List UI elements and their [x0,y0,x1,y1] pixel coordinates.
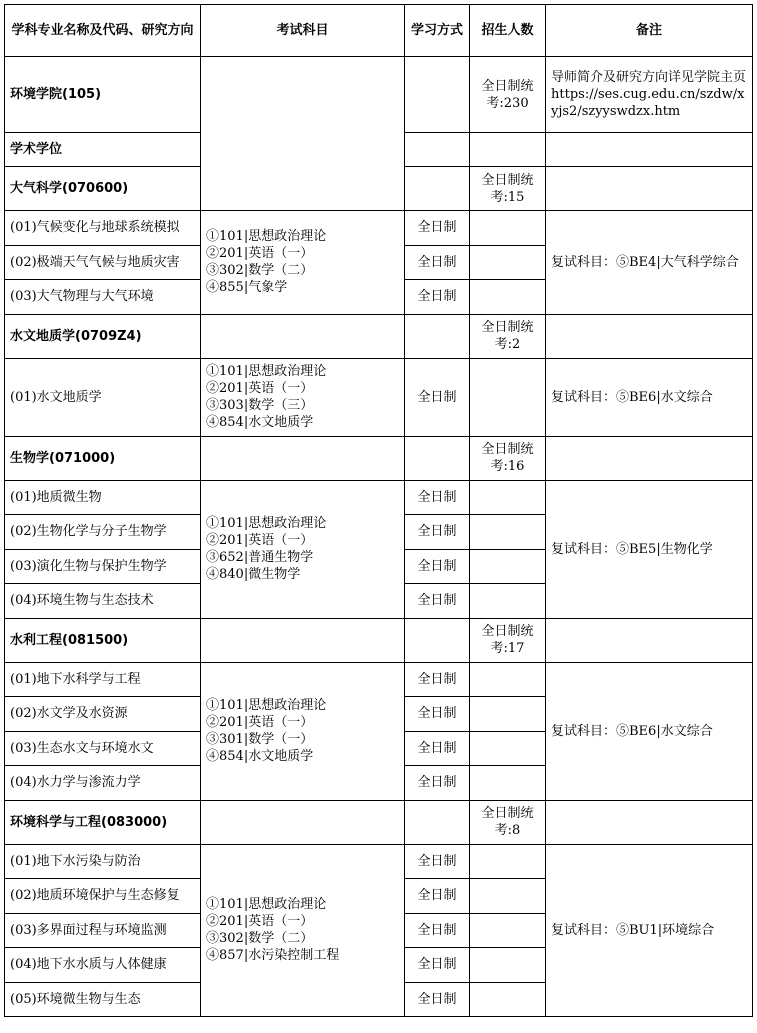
direction-name: (04)地下水水质与人体健康 [5,948,201,983]
direction-name: (01)气候变化与地球系统模拟 [5,211,201,246]
study-mode: 全日制 [405,280,470,315]
discipline-note-cell [546,436,753,480]
exam-subject: ①101|思想政治理论 [206,698,327,713]
direction-name: (03)大气物理与大气环境 [5,280,201,315]
college-name: 环境学院(105) [5,57,201,133]
exam-subject: ①101|思想政治理论 [206,516,327,531]
study-mode: 全日制 [405,982,470,1017]
exam-subjects [201,844,405,1017]
discipline-exam-cell [201,436,405,480]
direction-quota-cell [470,280,546,315]
exam-subject: ③302|数学（二） [206,931,314,947]
retest-note: 复试科目：⑤BE4|大气科学综合 [546,211,753,315]
direction-row [5,844,753,879]
discipline-note-cell [546,314,753,358]
header-mode: 学习方式 [405,5,470,57]
header-program: 学科专业名称及代码、研究方向 [5,5,201,57]
direction-name: (01)地下水科学与工程 [5,662,201,697]
exam-subjects [201,358,405,436]
category-label: 学术学位 [5,133,201,167]
discipline-note-cell [546,167,753,211]
direction-quota-cell [470,982,546,1017]
direction-name: (01)地质微生物 [5,480,201,515]
direction-row [5,211,753,246]
exam-subject: ③652|普通生物学 [206,550,314,565]
direction-row [5,480,753,515]
discipline-row [5,436,753,480]
study-mode: 全日制 [405,358,470,436]
discipline-name: 生物学(071000) [5,436,201,480]
study-mode: 全日制 [405,211,470,246]
exam-subject: ①101|思想政治理论 [206,229,327,245]
study-mode: 全日制 [405,731,470,766]
direction-name: (02)极端天气气候与地质灾害 [5,245,201,280]
direction-quota-cell [470,948,546,983]
study-mode: 全日制 [405,549,470,584]
discipline-row [5,314,753,358]
study-mode: 全日制 [405,697,470,732]
header-quota: 招生人数 [470,5,546,57]
exam-subject: ④840|微生物学 [206,567,301,582]
category-note-cell [546,133,753,167]
exam-subject: ②201|英语（一） [206,381,314,396]
direction-quota-cell [470,731,546,766]
discipline-exam-cell [201,618,405,662]
study-mode: 全日制 [405,480,470,515]
exam-subject: ②201|英语（一） [206,914,314,930]
discipline-quota: 全日制统考:8 [470,800,546,844]
direction-quota-cell [470,766,546,801]
study-mode: 全日制 [405,844,470,879]
exam-subject: ③302|数学（二） [206,263,314,279]
discipline-quota: 全日制统考:2 [470,314,546,358]
study-mode: 全日制 [405,913,470,948]
exam-subject: ④855|气象学 [206,280,288,296]
direction-name: (03)生态水文与环境水文 [5,731,201,766]
exam-subject: ③301|数学（一） [206,732,314,747]
direction-row [5,662,753,697]
college-quota: 全日制统考:230 [470,57,546,133]
direction-row [5,358,753,436]
direction-quota-cell [470,879,546,914]
discipline-mode-cell [405,314,470,358]
discipline-exam-cell [201,314,405,358]
study-mode: 全日制 [405,662,470,697]
direction-name: (04)环境生物与生态技术 [5,584,201,619]
direction-quota-cell [470,549,546,584]
study-mode: 全日制 [405,245,470,280]
exam-subject: ③303|数学（三） [206,398,314,413]
retest-note: 复试科目：⑤BE6|水文综合 [546,358,753,436]
direction-quota-cell [470,584,546,619]
discipline-name: 环境科学与工程(083000) [5,800,201,844]
table-body [5,5,753,1017]
exam-subject: ④854|水文地质学 [206,415,314,430]
direction-quota-cell [470,358,546,436]
college-exam-cell [201,57,405,211]
exam-subject: ②201|英语（一） [206,533,314,548]
exam-subject: ①101|思想政治理论 [206,364,327,379]
direction-name: (04)水力学与渗流力学 [5,766,201,801]
discipline-mode-cell [405,167,470,211]
direction-name: (01)地下水污染与防治 [5,844,201,879]
discipline-quota: 全日制统考:16 [470,436,546,480]
college-mode-cell [405,57,470,133]
direction-quota-cell [470,245,546,280]
retest-note: 复试科目：⑤BE6|水文综合 [546,662,753,800]
discipline-mode-cell [405,800,470,844]
exam-subject: ②201|英语（一） [206,246,314,262]
direction-quota-cell [470,913,546,948]
exam-subjects [201,662,405,800]
direction-quota-cell [470,480,546,515]
discipline-row [5,618,753,662]
study-mode: 全日制 [405,879,470,914]
admissions-table [4,4,753,1017]
discipline-name: 水文地质学(0709Z4) [5,314,201,358]
header-notes: 备注 [546,5,753,57]
discipline-row [5,800,753,844]
discipline-name: 水利工程(081500) [5,618,201,662]
category-quota-cell [470,133,546,167]
exam-subject: ④854|水文地质学 [206,749,314,764]
direction-name: (02)地质环境保护与生态修复 [5,879,201,914]
exam-subjects [201,211,405,315]
discipline-mode-cell [405,436,470,480]
direction-name: (01)水文地质学 [5,358,201,436]
study-mode: 全日制 [405,766,470,801]
exam-subject: ②201|英语（一） [206,715,314,730]
header-exam: 考试科目 [201,5,405,57]
direction-quota-cell [470,697,546,732]
category-mode-cell [405,133,470,167]
direction-quota-cell [470,211,546,246]
direction-quota-cell [470,844,546,879]
header-row [5,5,753,57]
discipline-note-cell [546,800,753,844]
college-note: 导师简介及研究方向详见学院主页https://ses.cug.edu.cn/szdw/xyjs2/szyyswdzx.htm [546,57,753,133]
direction-name: (03)演化生物与保护生物学 [5,549,201,584]
direction-name: (02)水文学及水资源 [5,697,201,732]
discipline-note-cell [546,618,753,662]
retest-note: 复试科目：⑤BU1|环境综合 [546,844,753,1017]
direction-quota-cell [470,662,546,697]
study-mode: 全日制 [405,584,470,619]
discipline-quota: 全日制统考:17 [470,618,546,662]
discipline-mode-cell [405,618,470,662]
college-row [5,57,753,133]
direction-name: (05)环境微生物与生态 [5,982,201,1017]
direction-name: (03)多界面过程与环境监测 [5,913,201,948]
study-mode: 全日制 [405,948,470,983]
retest-note: 复试科目：⑤BE5|生物化学 [546,480,753,618]
study-mode: 全日制 [405,515,470,550]
discipline-name: 大气科学(070600) [5,167,201,211]
direction-quota-cell [470,515,546,550]
discipline-exam-cell [201,800,405,844]
discipline-quota: 全日制统考:15 [470,167,546,211]
exam-subject: ①101|思想政治理论 [206,897,327,913]
exam-subjects [201,480,405,618]
exam-subject: ④857|水污染控制工程 [206,948,340,964]
direction-name: (02)生物化学与分子生物学 [5,515,201,550]
